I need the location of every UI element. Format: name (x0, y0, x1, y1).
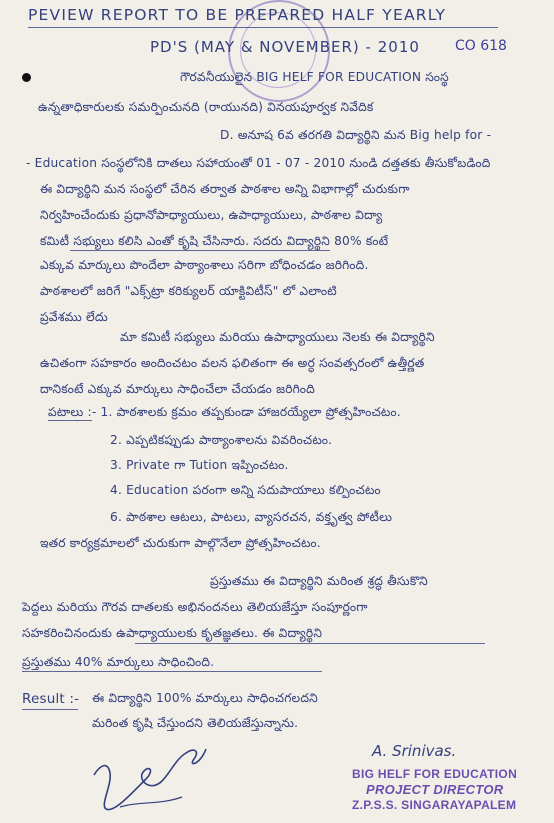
body-line-13: దానికంటే ఎక్కువ మార్కులు సాధించేలా చేయడం జరిగింది (40, 382, 315, 396)
body-line-9: పాఠశాలలో జరిగే "ఎక్స్‌ట్రా కరిక్యులర్ యాక్టివిటీస్" లో ఎలాంటి (40, 284, 337, 298)
stamp-line-location: Z.P.S.S. SINGARAYAPALEM (352, 798, 517, 812)
list-label-underline (48, 420, 92, 421)
body-line-11: మా కమిటీ సభ్యులు మరియు ఉపాధ్యాయులు నెలకు ఈ విద్యార్థిని (120, 330, 435, 344)
punch-hole-dot (22, 73, 31, 82)
body-line-7: కమిటీ సభ్యులు కలిసి ఎంతో కృషి చేసినారు. సదరు విద్యార్థిని 80% కంటే (40, 234, 389, 248)
result-continuation: మరింత కృషి చేస్తుందని తెలియజేస్తున్నాను. (92, 716, 299, 730)
list-item-6: 6. పాఠశాల ఆటలు, పాటలు, వ్యాసరచన, వక్తృత్వ పోటీలు (110, 510, 393, 524)
body-line-12: ఉచితంగా సహకారం అందించటం వలన ఫలితంగా ఈ అర్ధ సంవత్సరంలో ఉత్తీర్ణత (40, 356, 425, 370)
body-line-5: ఈ విద్యార్థిని మన సంస్థలో చేరిన తర్వాత పాఠశాల అన్ని విభాగాల్లో చురుకుగా (40, 182, 410, 196)
result-label: Result :- (22, 691, 80, 707)
closing-underline-1 (135, 643, 485, 644)
reference-code: CO 618 (455, 38, 507, 54)
list-item-4: 4. Education పరంగా అన్ని సదుపాయాలు కల్పించటం (110, 483, 381, 497)
body-line-2: ఉన్నతాధికారులకు సమర్పించునది (రాయునది) వినయపూర్వక నివేదిక (38, 100, 374, 114)
handwritten-signature (90, 735, 220, 815)
report-subtitle: PD'S (MAY & NOVEMBER) - 2010 (150, 38, 420, 56)
result-label-underline (22, 709, 78, 710)
closing-underline-2 (22, 671, 322, 672)
closing-line-4: ప్రస్తుతము 40% మార్కులు సాధించింది. (22, 655, 215, 669)
title-underline (28, 27, 498, 28)
closing-line-3: సహకరించినందుకు ఉపాధ్యాయులకు కృతజ్ఞతలు. ఈ విద్యార్థిని (22, 626, 323, 640)
stamp-line-designation: PROJECT DIRECTOR (366, 782, 504, 797)
body-line-3: D. అనూష 6వ తరగతి విద్యార్థిని మన Big help for - (220, 128, 492, 142)
body-line-10: ప్రవేశము లేదు (40, 310, 108, 324)
list-intro: పటాలు :- 1. పాఠశాలకు క్రమం తప్పకుండా హాజరయ్యేలా ప్రోత్సహించటం. (48, 405, 401, 419)
list-item-3: 3. Private గా Tution ఇప్పించటం. (110, 458, 289, 472)
report-title: PEVIEW REPORT TO BE PREPARED HALF YEARLY (28, 6, 447, 24)
stamp-line-org: BIG HELF FOR EDUCATION (352, 767, 518, 781)
signatory-name: A. Srinivas. (372, 742, 457, 760)
list-item-2: 2. ఎప్పటికప్పుడు పాఠ్యాంశాలను వివరించటం. (110, 433, 333, 447)
closing-line-2: పెద్దలు మరియు గౌరవ దాతలకు అభినందనలు తెలియజేస్తూ సంపూర్ణంగా (22, 600, 368, 614)
line-underline (70, 250, 330, 251)
body-line-1: గౌరవనీయులైన BIG HELF FOR EDUCATION సంస్థ (180, 70, 449, 84)
body-line-6: నిర్వహించేందుకు ప్రధానోపాధ్యాయులు, ఉపాధ్యాయులు, పాఠశాల విద్యా (40, 208, 383, 222)
body-line-4: - Education సంస్థలోనికి దాతలు సహాయంతో 01 - 07 - 2010 నుండి దత్తతకు తీసుకోబడింది (26, 156, 491, 170)
closing-line-1: ప్రస్తుతము ఈ విద్యార్థిని మరింత శ్రద్ధ తీసుకొని (210, 574, 428, 588)
result-text: ఈ విద్యార్థిని 100% మార్కులు సాధించగలదని (92, 691, 318, 705)
body-line-8: ఎక్కువ మార్కులు పొందేలా పాఠ్యాంశాలు సరిగా బోధించడం జరిగింది. (40, 258, 369, 272)
list-continuation: ఇతర కార్యక్రమాలలో చురుకుగా పాల్గొనేలా ప్రోత్సహించటం. (40, 536, 321, 550)
